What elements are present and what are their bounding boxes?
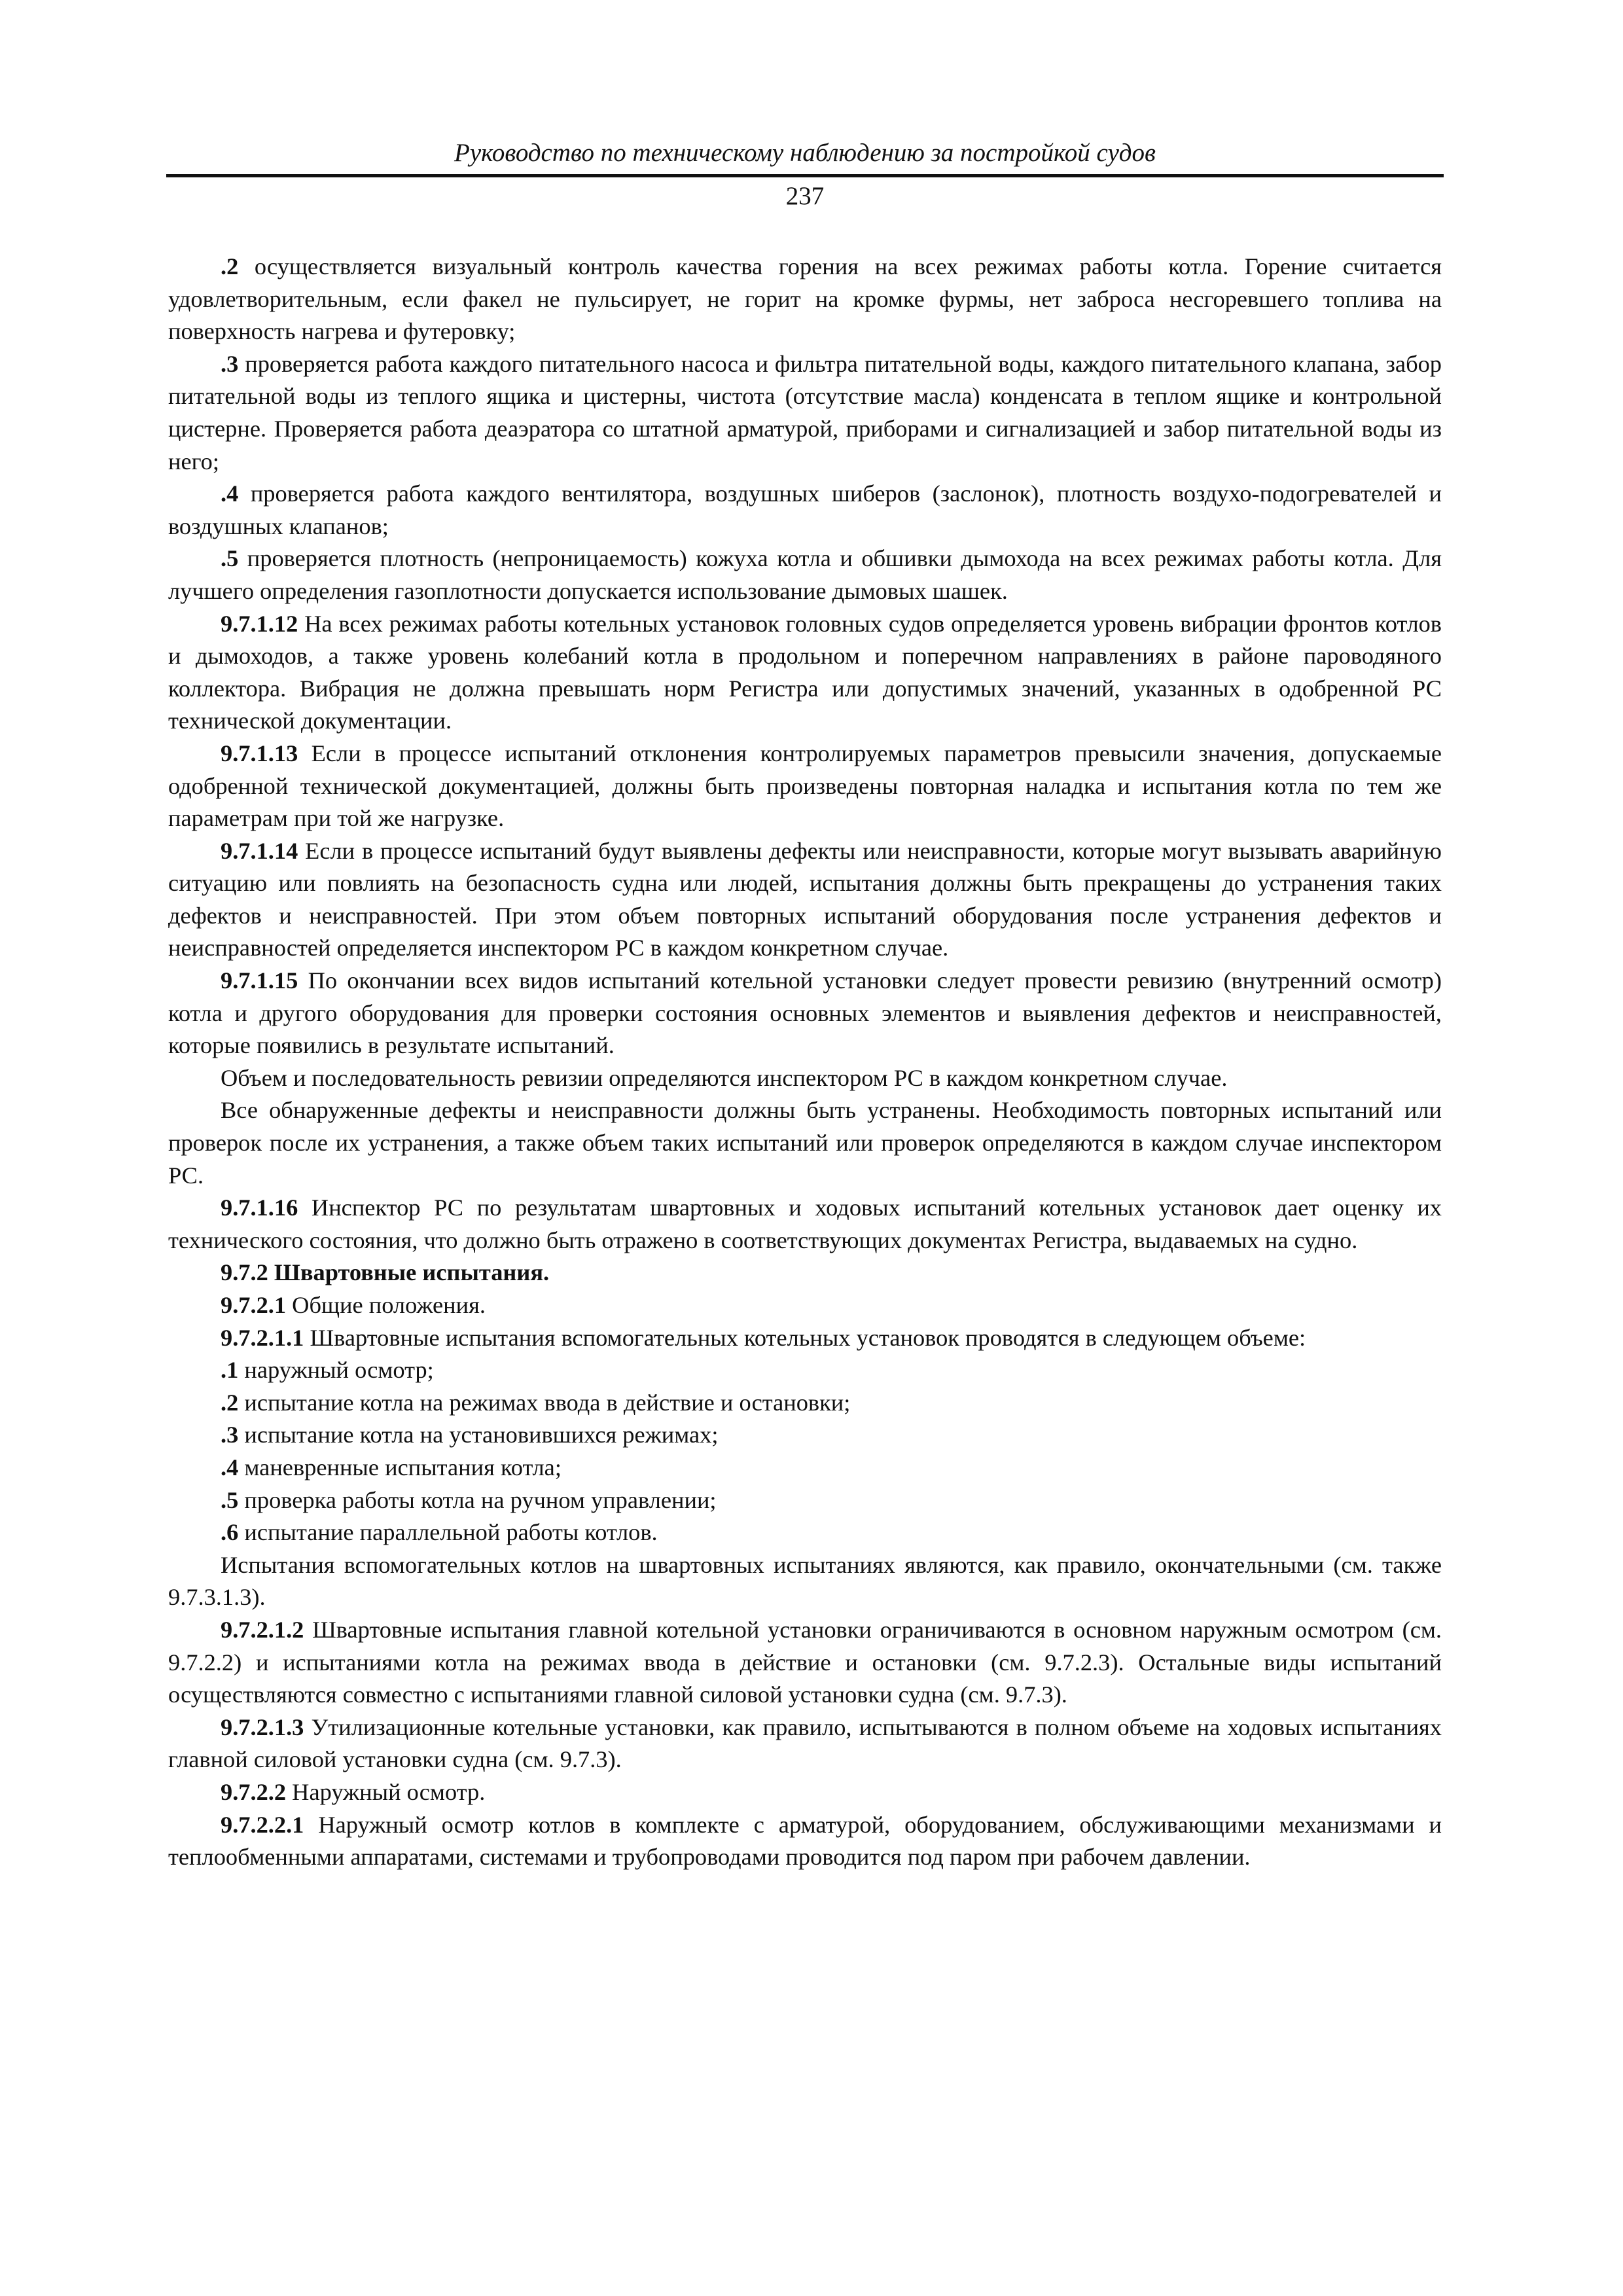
paragraph — [168, 348, 1442, 478]
page-number: 237 — [785, 182, 825, 210]
paragraph-text: Инспектор РС по результатам швартовных и ходовых испытаний котельных установок дает оценку их технического состояния, что должно быть отражено в соответствующих документах Регистра, выдаваемых на судно. — [168, 1194, 1442, 1253]
list-item — [168, 1354, 1442, 1387]
paragraph-text: осуществляется визуальный контроль качества горения на всех режимах работы котла. Горение считается удовлетворительным, если факел не пульсирует, не горит на кромке фурмы, нет заброса несгоревшего топлива на поверхность нагрева и футеровку; — [168, 253, 1442, 345]
paragraph — [168, 835, 1442, 965]
paragraph — [168, 1549, 1442, 1614]
paragraph — [168, 543, 1442, 607]
paragraph-number: 9.7.2.1.3 — [221, 1713, 304, 1740]
paragraph-text: Испытания вспомогательных котлов на швартовных испытаниях являются, как правило, окончательными (см. также 9.7.3.1.3). — [168, 1551, 1442, 1611]
paragraph-text: Если в процессе испытаний отклонения контролируемых параметров превысили значения, допускаемые одобренной технической документацией, должны быть произведены повторная наладка и испытания котла по тем же параметрам при той же нагрузке. — [168, 740, 1442, 832]
list-item-number: .4 — [221, 1454, 239, 1480]
paragraph-text: По окончании всех видов испытаний котельной установки следует провести ревизию (внутренний осмотр) котла и другого оборудования для проверки состояния основных элементов и выявления дефектов и неисправностей, которые появились в результате испытаний. — [168, 967, 1442, 1059]
paragraph-text: проверяется плотность (непроницаемость) кожуха котла и обшивки дымохода на всех режимах работы котла. Для лучшего определения газоплотности допускается использование дымовых шашек. — [168, 545, 1442, 604]
paragraph-number: 9.7.1.14 — [221, 837, 298, 864]
paragraph-text: Общие положения. — [286, 1292, 486, 1318]
list-item-number: .6 — [221, 1519, 239, 1546]
list-item-text: испытание котла на установившихся режимах; — [238, 1422, 719, 1448]
paragraph-number: 9.7.2.1 — [221, 1292, 287, 1318]
list-item — [168, 1419, 1442, 1452]
list-item-text: испытание параллельной работы котлов. — [238, 1519, 658, 1546]
paragraph — [168, 1712, 1442, 1776]
paragraph — [168, 1809, 1442, 1874]
paragraph — [168, 608, 1442, 738]
paragraph-number: .4 — [221, 480, 239, 507]
list-item — [168, 1452, 1442, 1484]
paragraph — [168, 965, 1442, 1062]
running-header: Руководство по техническому наблюдению за постройкой судов — [454, 139, 1156, 167]
paragraph-number: .3 — [221, 350, 239, 377]
paragraph — [168, 738, 1442, 835]
paragraph — [168, 1062, 1442, 1095]
paragraph — [168, 1094, 1442, 1192]
paragraph-number: 9.7.2.2.1 — [221, 1811, 304, 1838]
paragraph-text: Если в процессе испытаний будут выявлены дефекты или неисправности, которые могут вызывать аварийную ситуацию или повлиять на безопасность судна или людей, испытания должны быть прекращены до устранения таких дефектов и неисправностей. При этом объем повторных испытаний оборудования после устранения дефектов и неисправностей определяется инспектором РС в каждом конкретном случае. — [168, 837, 1442, 961]
list-item-text: проверка работы котла на ручном управлении; — [238, 1486, 717, 1513]
list-item-number: .1 — [221, 1357, 239, 1384]
paragraph — [168, 1192, 1442, 1257]
paragraph-number: 9.7.2.1.1 — [221, 1324, 304, 1351]
paragraph-text: Наружный осмотр котлов в комплекте с арматурой, оборудованием, обслуживающими механизмами и теплообменными аппаратами, системами и трубопроводами проводится под паром при рабочем давлении. — [168, 1811, 1442, 1871]
list-item-text: наружный осмотр; — [238, 1357, 434, 1384]
body-text — [168, 251, 1442, 1874]
list-item-number: .5 — [221, 1486, 239, 1513]
paragraph-number: 9.7.1.12 — [221, 610, 298, 637]
list-item-number: .2 — [221, 1389, 239, 1416]
paragraph — [168, 1614, 1442, 1712]
list-item-text: маневренные испытания котла; — [238, 1454, 562, 1480]
paragraph-number: 9.7.1.16 — [221, 1194, 298, 1221]
paragraph — [168, 478, 1442, 543]
paragraph-number: 9.7.2.1.2 — [221, 1616, 304, 1643]
paragraph-number: .2 — [221, 253, 239, 279]
paragraph-number: 9.7.1.13 — [221, 740, 298, 766]
paragraph-number: 9.7.2.2 — [221, 1778, 287, 1805]
list-item — [168, 1484, 1442, 1517]
paragraph — [168, 1322, 1442, 1355]
header-rule — [166, 174, 1444, 177]
list-item-text: испытание котла на режимах ввода в действие и остановки; — [238, 1389, 851, 1416]
paragraph-text: Все обнаруженные дефекты и неисправности должны быть устранены. Необходимость повторных испытаний или проверок после их устранения, а также объем таких испытаний или проверок определяются в каждом случае инспектором РС. — [168, 1097, 1442, 1189]
paragraph-number: 9.7.1.15 — [221, 967, 298, 994]
list-item-number: .3 — [221, 1422, 239, 1448]
paragraph — [168, 251, 1442, 348]
paragraph-text: Объем и последовательность ревизии определяются инспектором РС в каждом конкретном случае. — [221, 1064, 1228, 1091]
paragraph-number: .5 — [221, 545, 239, 572]
paragraph-text: проверяется работа каждого вентилятора, воздушных шиберов (заслонок), плотность воздухо-подогревателей и воздушных клапанов; — [168, 480, 1442, 539]
paragraph-text: Швартовные испытания главной котельной установки ограничиваются в основном наружным осмотром (см. 9.7.2.2) и испытаниями котла на режимах ввода в действие и остановки (см. 9.7.2.3). Остальные виды испытаний осуществляются совместно с испытаниями главной силовой установки судна (см. 9.7.3). — [168, 1616, 1442, 1708]
paragraph — [168, 1776, 1442, 1809]
list-item — [168, 1387, 1442, 1420]
paragraph-text: Швартовные испытания вспомогательных котельных установок проводятся в следующем объеме: — [304, 1324, 1306, 1351]
section-heading-text: 9.7.2 Швартовные испытания. — [221, 1259, 550, 1286]
paragraph-text: Наружный осмотр. — [286, 1778, 486, 1805]
list-item — [168, 1516, 1442, 1549]
paragraph-text: На всех режимах работы котельных установок головных судов определяется уровень вибрации фронтов котлов и дымоходов, а также уровень колебаний котла в продольном и поперечном направлениях в районе пароводяного коллектора. Вибрация не должна превышать норм Регистра или допустимых значений, указанных в одобренной РС технической документации. — [168, 610, 1442, 734]
paragraph-text: проверяется работа каждого питательного насоса и фильтра питательной воды, каждого питательного клапана, забор питательной воды из теплого ящика и цистерны, чистота (отсутствие масла) конденсата в теплом ящике и контрольной цистерне. Проверяется работа деаэратора со штатной арматурой, приборами и сигнализацией и забор питательной воды из него; — [168, 350, 1442, 475]
paragraph-text: Утилизационные котельные установки, как правило, испытываются в полном объеме на ходовых испытаниях главной силовой установки судна (см. 9.7.3). — [168, 1713, 1442, 1773]
paragraph — [168, 1289, 1442, 1322]
section-heading — [168, 1257, 1442, 1289]
